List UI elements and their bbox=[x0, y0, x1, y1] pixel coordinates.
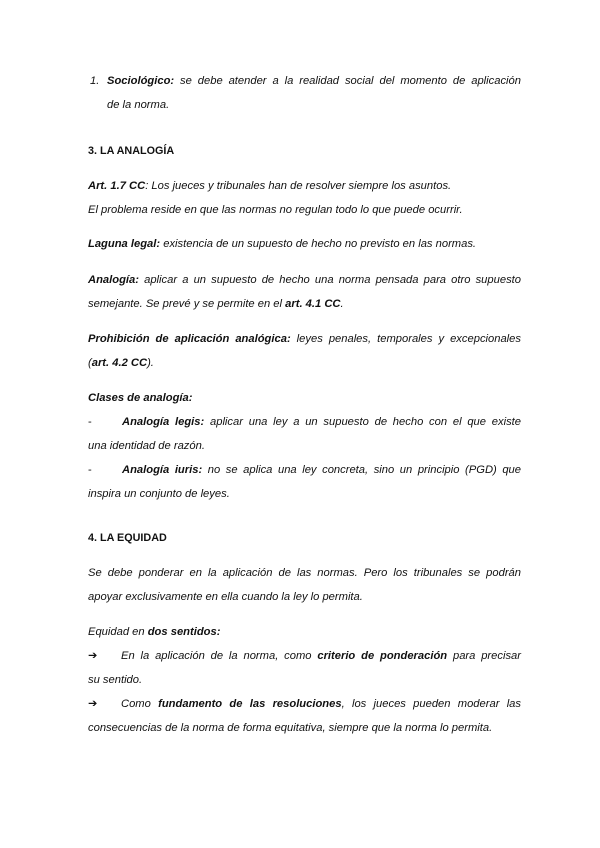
prohibicion-paragraph bbox=[88, 327, 521, 375]
list-item bbox=[88, 692, 521, 716]
term-laguna-legal: Laguna legal: bbox=[88, 238, 161, 250]
text-line: aplicar a un supuesto de hecho una norma pensada para otro supuesto bbox=[138, 274, 521, 286]
text-line: su sentido. bbox=[88, 674, 143, 686]
list-item bbox=[88, 644, 521, 668]
ref-art-4-2: art. 4.2 CC bbox=[91, 357, 148, 369]
text-line: existencia de un supuesto de hecho no previsto en las normas. bbox=[160, 238, 477, 250]
term-criterio-ponderacion: criterio de ponderación bbox=[317, 650, 448, 662]
term-sociologico: Sociológico: bbox=[107, 75, 175, 87]
text-line: , los jueces pueden moderar las bbox=[341, 698, 521, 710]
laguna-legal-paragraph bbox=[88, 232, 521, 256]
sociologico-paragraph bbox=[107, 69, 521, 117]
term-fundamento-resoluciones: fundamento de las resoluciones bbox=[158, 698, 342, 710]
arrow-right-icon: ➔ bbox=[88, 650, 98, 662]
term-analogia-iuris: Analogía iuris: bbox=[122, 464, 203, 476]
text-line: En la aplicación de la norma, como bbox=[121, 650, 318, 662]
text-line: para precisar bbox=[447, 650, 521, 662]
text-line: se debe atender a la realidad social del momento de aplicación bbox=[180, 75, 521, 87]
section-heading-analogia: 3. LA ANALOGÍA bbox=[88, 145, 175, 157]
text-line: una identidad de razón. bbox=[88, 440, 205, 452]
term-dos-sentidos: dos sentidos: bbox=[147, 626, 221, 638]
text-line: semejante. Se prevé y se permite en el bbox=[88, 298, 286, 310]
clases-analogia-block bbox=[88, 386, 521, 506]
term-analogia: Analogía: bbox=[88, 274, 139, 286]
dos-sentidos-block bbox=[88, 620, 521, 740]
text-line: apoyar exclusivamente en ella cuando la ley lo permita. bbox=[88, 591, 363, 603]
list-number: 1. bbox=[90, 75, 100, 87]
section-heading-equidad: 4. LA EQUIDAD bbox=[88, 532, 167, 544]
text-line: : Los jueces y tribunales han de resolver siempre los asuntos. bbox=[145, 180, 452, 192]
text-line: Se debe ponderar en la aplicación de las normas. Pero los tribunales se podrán bbox=[88, 567, 521, 579]
term-prohibicion: Prohibición de aplicación analógica: bbox=[88, 333, 291, 345]
text-line: Como bbox=[121, 698, 159, 710]
art-1-7-paragraph bbox=[88, 174, 521, 222]
ref-art-4-1: art. 4.1 CC bbox=[285, 298, 341, 310]
list-item bbox=[88, 458, 521, 482]
analogia-paragraph bbox=[88, 268, 521, 316]
text-line: aplicar una ley a un supuesto de hecho con el que existe bbox=[204, 416, 521, 428]
text-line: leyes penales, temporales y excepcionales bbox=[290, 333, 521, 345]
text-line: inspira un conjunto de leyes. bbox=[88, 488, 230, 500]
text-line: . bbox=[340, 298, 344, 310]
clases-title: Clases de analogía: bbox=[88, 392, 193, 404]
text-line: ). bbox=[147, 357, 154, 369]
equidad-paragraph bbox=[88, 561, 521, 609]
term-analogia-legis: Analogía legis: bbox=[122, 416, 205, 428]
text-line: no se aplica una ley concreta, sino un principio (PGD) que bbox=[202, 464, 521, 476]
text-line: ( bbox=[88, 357, 92, 369]
term-art-1-7: Art. 1.7 CC bbox=[88, 180, 146, 192]
text-line: Equidad en bbox=[88, 626, 148, 638]
list-item bbox=[88, 410, 521, 434]
text-line: consecuencias de la norma de forma equitativa, siempre que la norma lo permita. bbox=[88, 722, 493, 734]
text-line: El problema reside en que las normas no regulan todo lo que puede ocurrir. bbox=[88, 204, 463, 216]
dash-bullet: - bbox=[88, 416, 92, 428]
dash-bullet: - bbox=[88, 464, 92, 476]
text-line: de la norma. bbox=[107, 99, 170, 111]
arrow-right-icon: ➔ bbox=[88, 698, 98, 710]
